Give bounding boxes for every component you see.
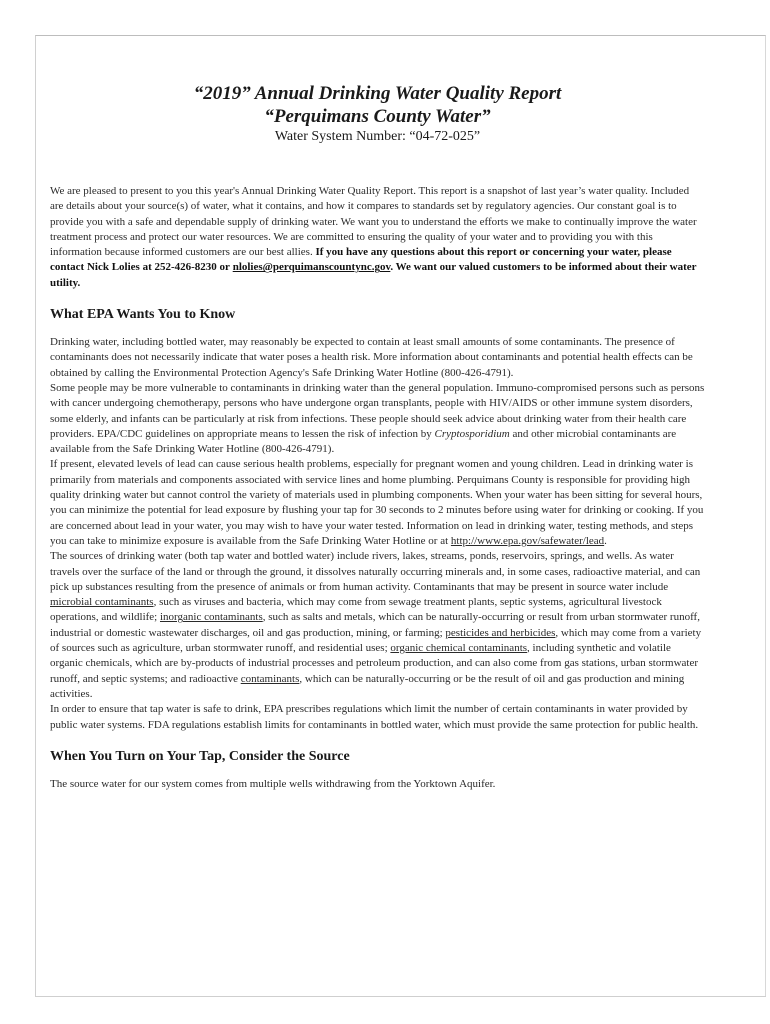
source-heading: When You Turn on Your Tap, Consider the Source	[50, 748, 350, 764]
epa-lead-link[interactable]: http://www.epa.gov/safewater/lead	[450, 534, 605, 547]
source-paragraph: The source water for our system comes from multiple wells withdrawing from the Yorktown Aquifer.	[50, 777, 496, 790]
epa-paragraph-1: Drinking water, including bottled water, may reasonably be expected to contain at least small amounts of some contaminants. The presence of contaminants does not necessarily indicate that water poses a health risk. More information about contaminants and potential health effects can be obtained by calling the Environmental Protection Agency's Safe Drinking Water Hotline (800-426-4791).	[50, 336, 693, 379]
epa-p2-text-b: and other microbial contaminants are available from the Safe Drinking Water Hotline (800-426-4791).	[50, 427, 677, 456]
sources-text-b: , such as viruses and bacteria, which may come from sewage treatment plants, septic systems, agricultural livestock operations, and wildlife;	[50, 596, 662, 624]
contact-line: If you have any questions about this report or concerning your water, please contact Nick Lolies at 252-426-8230 or	[50, 246, 672, 274]
sources-paragraph	[50, 549, 705, 702]
epa-heading: What EPA Wants You to Know	[50, 307, 236, 323]
report-title: “2019” Annual Drinking Water Quality Report	[193, 83, 562, 104]
cryptosporidium-term: Cryptosporidium	[434, 427, 510, 440]
sources-text-f: , which can be naturally-occurring or be the result of oil and gas production and mining activities.	[50, 672, 685, 700]
contact-email-link[interactable]: nlolies@perquimanscountync.gov	[232, 261, 391, 274]
contact-closing: . We want our valued customers to be informed about their water utility.	[50, 261, 697, 289]
page-bottom-border	[35, 996, 766, 997]
pesticides-herbicides-term: pesticides and herbicides	[445, 626, 556, 639]
sources-text-e: , including synthetic and volatile organic chemicals, which are by-products of industrial processes and petroleum production, and can also come from gas stations, urban stormwater runoff, and septic systems; and radioactive	[50, 642, 698, 685]
sources-text-a: The sources of drinking water (both tap water and bottled water) include rivers, lakes, streams, ponds, reservoirs, springs, and wells. As water travels over the surface of the land or through the ground, it dissolves naturally occurring minerals and, in some cases, radioactive material, and can pick up substances resulting from the presence of animals or from human activity. Contaminants that may be present in source water include	[50, 550, 701, 593]
sources-text-d: , which may come from a variety of sources such as agriculture, urban stormwater runoff, and residential uses;	[50, 626, 702, 655]
lead-paragraph	[50, 457, 705, 549]
epa-paragraph-2	[50, 381, 705, 457]
report-page	[50, 82, 705, 792]
epa-p2-text-a: Some people may be more vulnerable to contaminants in drinking water than the general population. Immuno-compromised persons such as persons with cancer undergoing chemotherapy, persons who have undergone organ transplants, people with HIV/AIDS or other immune system disorders, some elderly, and infants can be particularly at risk from infections. These people should seek advice about drinking water from their health care providers. EPA/CDC guidelines on appropriate means to lessen the risk of infection by	[50, 381, 705, 440]
intro-paragraph	[50, 184, 705, 291]
intro-text: We are pleased to present to you this year's Annual Drinking Water Quality Report. This report is a snapshot of last year’s water quality. Included are details about your source(s) of water, what it contains, and how it compares to standards set by regulatory agencies. Our constant goal is to provide you with a safe and dependable supply of drinking water. We want you to understand the efforts we make to continually improve the water treatment process and protect our water resources. We are committed to ensuring the quality of your water and to providing you with this information because informed customers are our best allies.	[50, 185, 697, 259]
water-system-number: Water System Number: “04-72-025”	[274, 129, 481, 144]
title-block	[50, 82, 705, 146]
inorganic-contaminants-term: inorganic contaminants	[159, 611, 263, 624]
microbial-contaminants-term: microbial contaminants	[50, 596, 154, 609]
sources-text-c: , such as salts and metals, which can be naturally-occurring or result from urban stormwater runoff, industrial or domestic wastewater discharges, oil and gas production, mining, or farming;	[50, 611, 700, 639]
regulations-paragraph: In order to ensure that tap water is safe to drink, EPA prescribes regulations which limit the number of certain contaminants in water provided by public water systems. FDA regulations establish limits for contaminants in bottled water, which must provide the same protection for public health.	[50, 703, 699, 731]
lead-text-end: .	[604, 534, 607, 547]
lead-text: If present, elevated levels of lead can cause serious health problems, especially for pregnant women and young children. Lead in drinking water is primarily from materials and components associated with service lines and home plumbing. Perquimans County is responsible for providing high quality drinking water but cannot control the variety of materials used in plumbing components. When your water has been sitting for several hours, you can minimize the potential for lead exposure by flushing your tap for 30 seconds to 2 minutes before using water for drinking or cooking. If you are concerned about lead in your water, you may wish to have your water tested. Information on lead in drinking water, testing methods, and steps you can take to minimize exposure is available from the Safe Drinking Water Hotline or at	[50, 458, 704, 547]
organic-chemical-contaminants-term: organic chemical contaminants	[390, 642, 528, 655]
report-subtitle: “Perquimans County Water”	[264, 106, 491, 127]
radioactive-contaminants-term: contaminants	[240, 672, 300, 685]
